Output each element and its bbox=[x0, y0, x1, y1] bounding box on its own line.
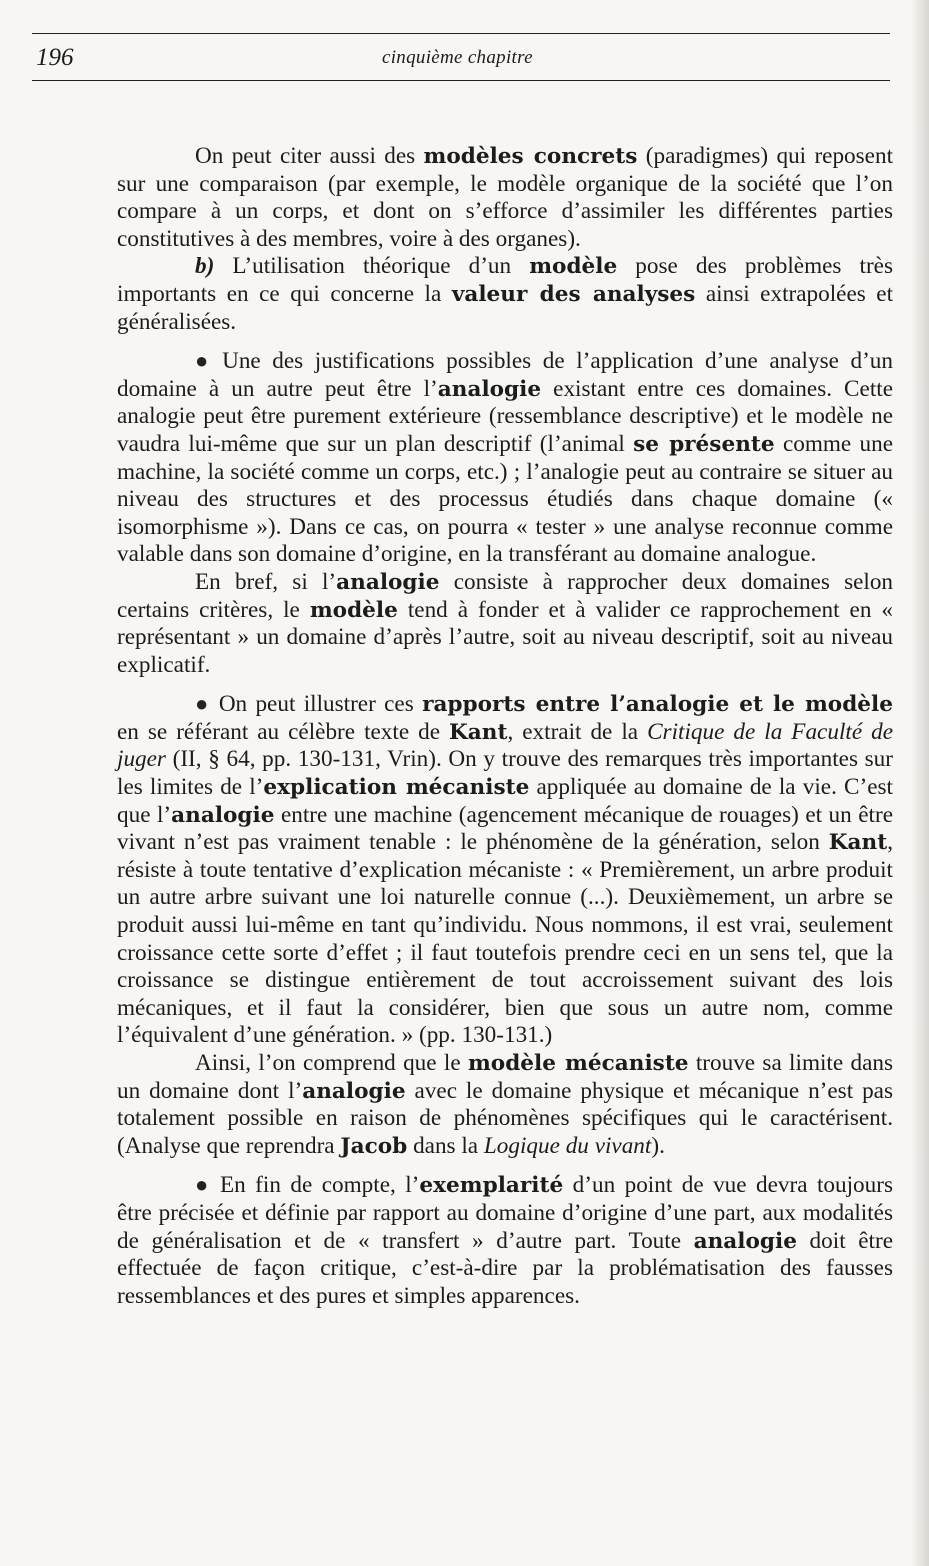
text-run: d’un point de vue devra toujours être précisée et définie par rapport au domaine d’origine d’une part, aux modalités de généralisation et de « transfert » d’autre part. Toute bbox=[117, 1172, 893, 1254]
emphasis-bold: Jacob bbox=[340, 1133, 408, 1159]
emphasis-bold: rapports entre l’analogie et le modèle bbox=[422, 692, 893, 718]
page-number: 196 bbox=[36, 44, 74, 71]
text-run: (II, § 64, pp. 130-131, Vrin). On y trouve des remarques très importantes sur les limites de l’ bbox=[117, 746, 893, 801]
text-run: Une des justifications possibles de l’application d’une analyse d’un domaine à un autre peut être l’ bbox=[117, 348, 893, 402]
bullet-icon: ● bbox=[195, 348, 215, 374]
text-run: consiste à rapprocher deux domaines selon certains critères, le bbox=[117, 568, 894, 623]
header-bottom-rule bbox=[32, 80, 890, 81]
emphasis-bold: analogie bbox=[302, 1078, 406, 1104]
emphasis-bold: analogie bbox=[171, 802, 275, 828]
emphasis-bold: modèle mécaniste bbox=[467, 1051, 689, 1076]
text-run: , résiste à toute tentative d’explication mécaniste : « Premièrement, un arbre produit un autre arbre suivant une loi naturelle connue (...). Deuxièmement, un arbre se produit aussi lui-même en tant qu’individu. Nous nommons, il est vrai, seulement croissance cette sorte d’effet ; il faut toutefois prendre ceci en un sens tel, que la croissance se distingue entièrement de tout accroissement suivant des lois mécaniques, et il faut la considérer, bien que sous un autre nom, comme l’équivalent d’une génération. » (pp. 130-131.) bbox=[117, 829, 893, 1049]
text-run: On peut illustrer ces bbox=[218, 691, 423, 718]
text-run: On peut citer aussi des bbox=[195, 143, 424, 169]
text-run: comme une machine, la société comme un corps, etc.) ; l’analogie peut au contraire se situer au niveau des structures et des processus étudiés dans chaque domaine (« isomorphisme »). Dans ce cas, on pourra « tester » une analyse reconnue comme valable dans son domaine d’origine, en la transférant au domaine analogue. bbox=[117, 430, 894, 568]
text-run: doit être effectuée de façon critique, c’est-à-dire par la problématisation des fausses ressemblances et des pures et simples apparences. bbox=[117, 1227, 893, 1309]
emphasis-italic: Critique de la Faculté de juger bbox=[117, 718, 893, 773]
emphasis-bold: modèle bbox=[309, 597, 398, 623]
paragraph bbox=[117, 253, 893, 336]
text-run: existant entre ces domaines. Cette analogie peut être purement extérieure (ressemblance descriptive) et le modèle ne vaudra lui-même que sur un plan descriptif (l’animal bbox=[117, 375, 893, 457]
emphasis-bold: valeur des analyses bbox=[451, 281, 696, 307]
emphasis-bold: explication mécaniste bbox=[263, 775, 530, 801]
bullet-icon: ● bbox=[195, 1172, 212, 1198]
text-run: appliquée au domaine de la vie. C’est que l’ bbox=[117, 774, 893, 828]
emphasis-bold: se présente bbox=[633, 431, 775, 457]
running-title: cinquième chapitre bbox=[382, 47, 533, 68]
bullet-icon: ● bbox=[195, 691, 211, 717]
paragraph bbox=[117, 1171, 893, 1310]
emphasis-bold: exemplarité bbox=[419, 1173, 564, 1199]
emphasis-bold: analogie bbox=[336, 569, 440, 595]
text-run: ). bbox=[651, 1132, 665, 1159]
text-run: avec le domaine physique et mécanique n’est pas totalement possible en raison de phénomènes spécifiques qui le caractérisent. (Analyse que reprendra bbox=[117, 1077, 893, 1159]
section-marker: b) bbox=[195, 253, 215, 280]
text-run: , extrait de la bbox=[507, 718, 648, 745]
text-run: tend à fonder et à valider ce rapprochement en « représentant » un domaine d’après l’autre, soit au niveau descriptif, soit au niveau explicatif. bbox=[117, 596, 893, 678]
emphasis-bold: Kant bbox=[449, 719, 508, 745]
emphasis-bold: modèle bbox=[529, 254, 618, 280]
text-run: trouve sa limite dans un domaine dont l’ bbox=[117, 1050, 893, 1104]
paragraph bbox=[117, 690, 893, 1050]
text-run: ainsi extrapolées et généralisées. bbox=[117, 280, 894, 335]
emphasis-italic: Logique du vivant bbox=[483, 1132, 652, 1159]
text-run: en se référant au célèbre texte de bbox=[117, 718, 450, 745]
text-run: (paradigmes) qui reposent sur une comparaison (par exemple, le modèle organique de la société que l’on compare à un corps, et dont on s’efforce d’assimiler les différentes parties constitutives à des membres, voire à des organes). bbox=[117, 143, 894, 252]
emphasis-bold: modèles concrets bbox=[423, 144, 638, 169]
paragraph bbox=[117, 1050, 893, 1160]
text-run: En bref, si l’ bbox=[195, 568, 337, 595]
header-top-rule bbox=[32, 33, 890, 34]
text-run: pose des problèmes très importants en ce qui concerne la bbox=[117, 253, 894, 307]
text-run: dans la bbox=[407, 1132, 484, 1159]
paragraph bbox=[117, 569, 893, 679]
text-run: En fin de compte, l’ bbox=[219, 1172, 420, 1199]
paragraph bbox=[117, 143, 893, 253]
paragraph bbox=[117, 347, 893, 569]
text-run: L’utilisation théorique d’un bbox=[214, 253, 530, 280]
emphasis-bold: analogie bbox=[693, 1228, 797, 1254]
body-text bbox=[117, 143, 893, 1310]
text-run: entre une machine (agencement mécanique de rouages) et un être vivant n’est pas vraiment tenable : le phénomène de la génération, selon bbox=[117, 801, 893, 856]
text-run: Ainsi, l’on comprend que le bbox=[195, 1050, 468, 1076]
emphasis-bold: analogie bbox=[437, 376, 542, 402]
emphasis-bold: Kant bbox=[828, 830, 888, 856]
page-edge-shadow bbox=[911, 0, 929, 1566]
